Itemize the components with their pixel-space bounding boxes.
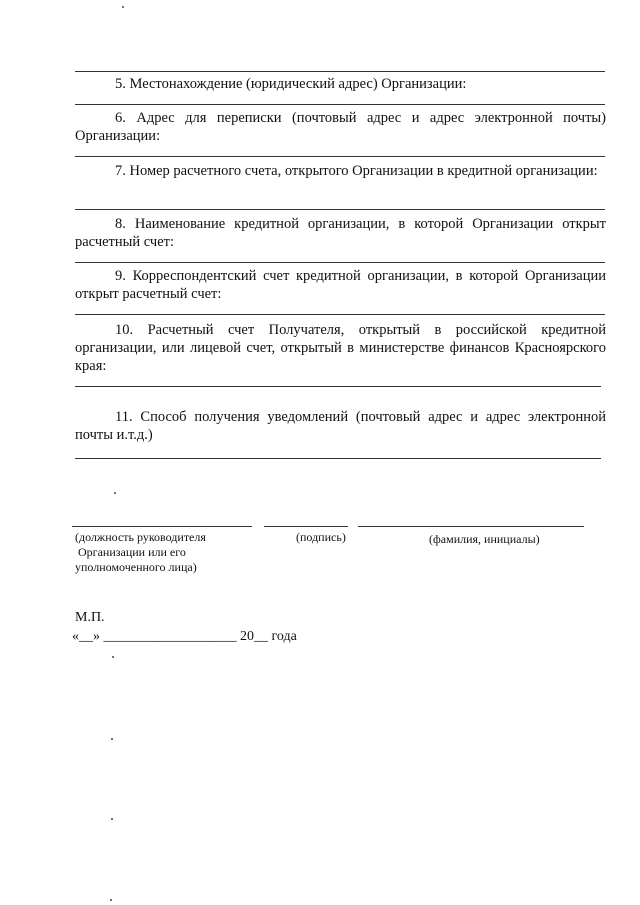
item-number: 8.	[115, 216, 126, 232]
item-text: Адрес для переписки (почтовый адрес и адрес электронной почты) Организации:	[75, 110, 606, 144]
form-item-9	[75, 267, 606, 303]
item-number: 6.	[115, 110, 126, 126]
item-number: 7.	[115, 163, 126, 179]
item-text: Корреспондентский счет кредитной организации, в которой Организации открыт расчетный счет:	[75, 268, 607, 302]
scan-speck	[110, 899, 112, 901]
item-text: Номер расчетного счета, открытого Организации в кредитной организации:	[129, 163, 598, 179]
answer-line-6[interactable]	[75, 156, 605, 157]
form-item-8	[75, 215, 606, 251]
item-number: 5.	[115, 76, 126, 92]
form-item-7	[75, 162, 606, 180]
signature-label: (подпись)	[296, 530, 346, 544]
item-number: 9.	[115, 268, 126, 284]
answer-line-5[interactable]	[75, 104, 605, 105]
stamp-label: М.П.	[75, 610, 105, 625]
item-number: 10.	[115, 322, 134, 338]
name-label: (фамилия, инициалы)	[429, 532, 540, 546]
scan-speck	[111, 738, 113, 740]
item-text: Наименование кредитной организации, в которой Организации открыт расчетный счет:	[75, 216, 607, 250]
scan-speck	[112, 656, 114, 658]
item-text: Местонахождение (юридический адрес) Организации:	[129, 76, 467, 92]
answer-line-10[interactable]	[75, 386, 601, 387]
position-label: (должность руководителя Организации или его уполномоченного лица)	[75, 530, 206, 574]
signature-line[interactable]	[264, 526, 348, 527]
form-item-5	[75, 75, 606, 93]
answer-line-8[interactable]	[75, 262, 605, 263]
answer-line-9[interactable]	[75, 314, 605, 315]
form-item-11	[75, 408, 606, 444]
scan-speck	[114, 492, 116, 494]
form-item-6	[75, 109, 606, 145]
scan-speck	[122, 6, 124, 8]
date-field[interactable]: «__» ___________________ 20__ года	[72, 629, 297, 644]
answer-line-11[interactable]	[75, 458, 601, 459]
scan-speck	[111, 818, 113, 820]
item-text: Расчетный счет Получателя, открытый в российской кредитной организации, или лицевой счет, открытый в министерстве финансов Красноярского края:	[75, 322, 607, 374]
answer-line-7[interactable]	[75, 209, 605, 210]
item-text: Способ получения уведомлений (почтовый адрес и адрес электронной почты и.т.д.)	[75, 409, 606, 443]
position-line[interactable]	[72, 526, 252, 527]
item-number: 11.	[115, 409, 133, 425]
form-item-10	[75, 321, 606, 375]
name-line[interactable]	[358, 526, 584, 527]
rule-top	[75, 71, 605, 72]
